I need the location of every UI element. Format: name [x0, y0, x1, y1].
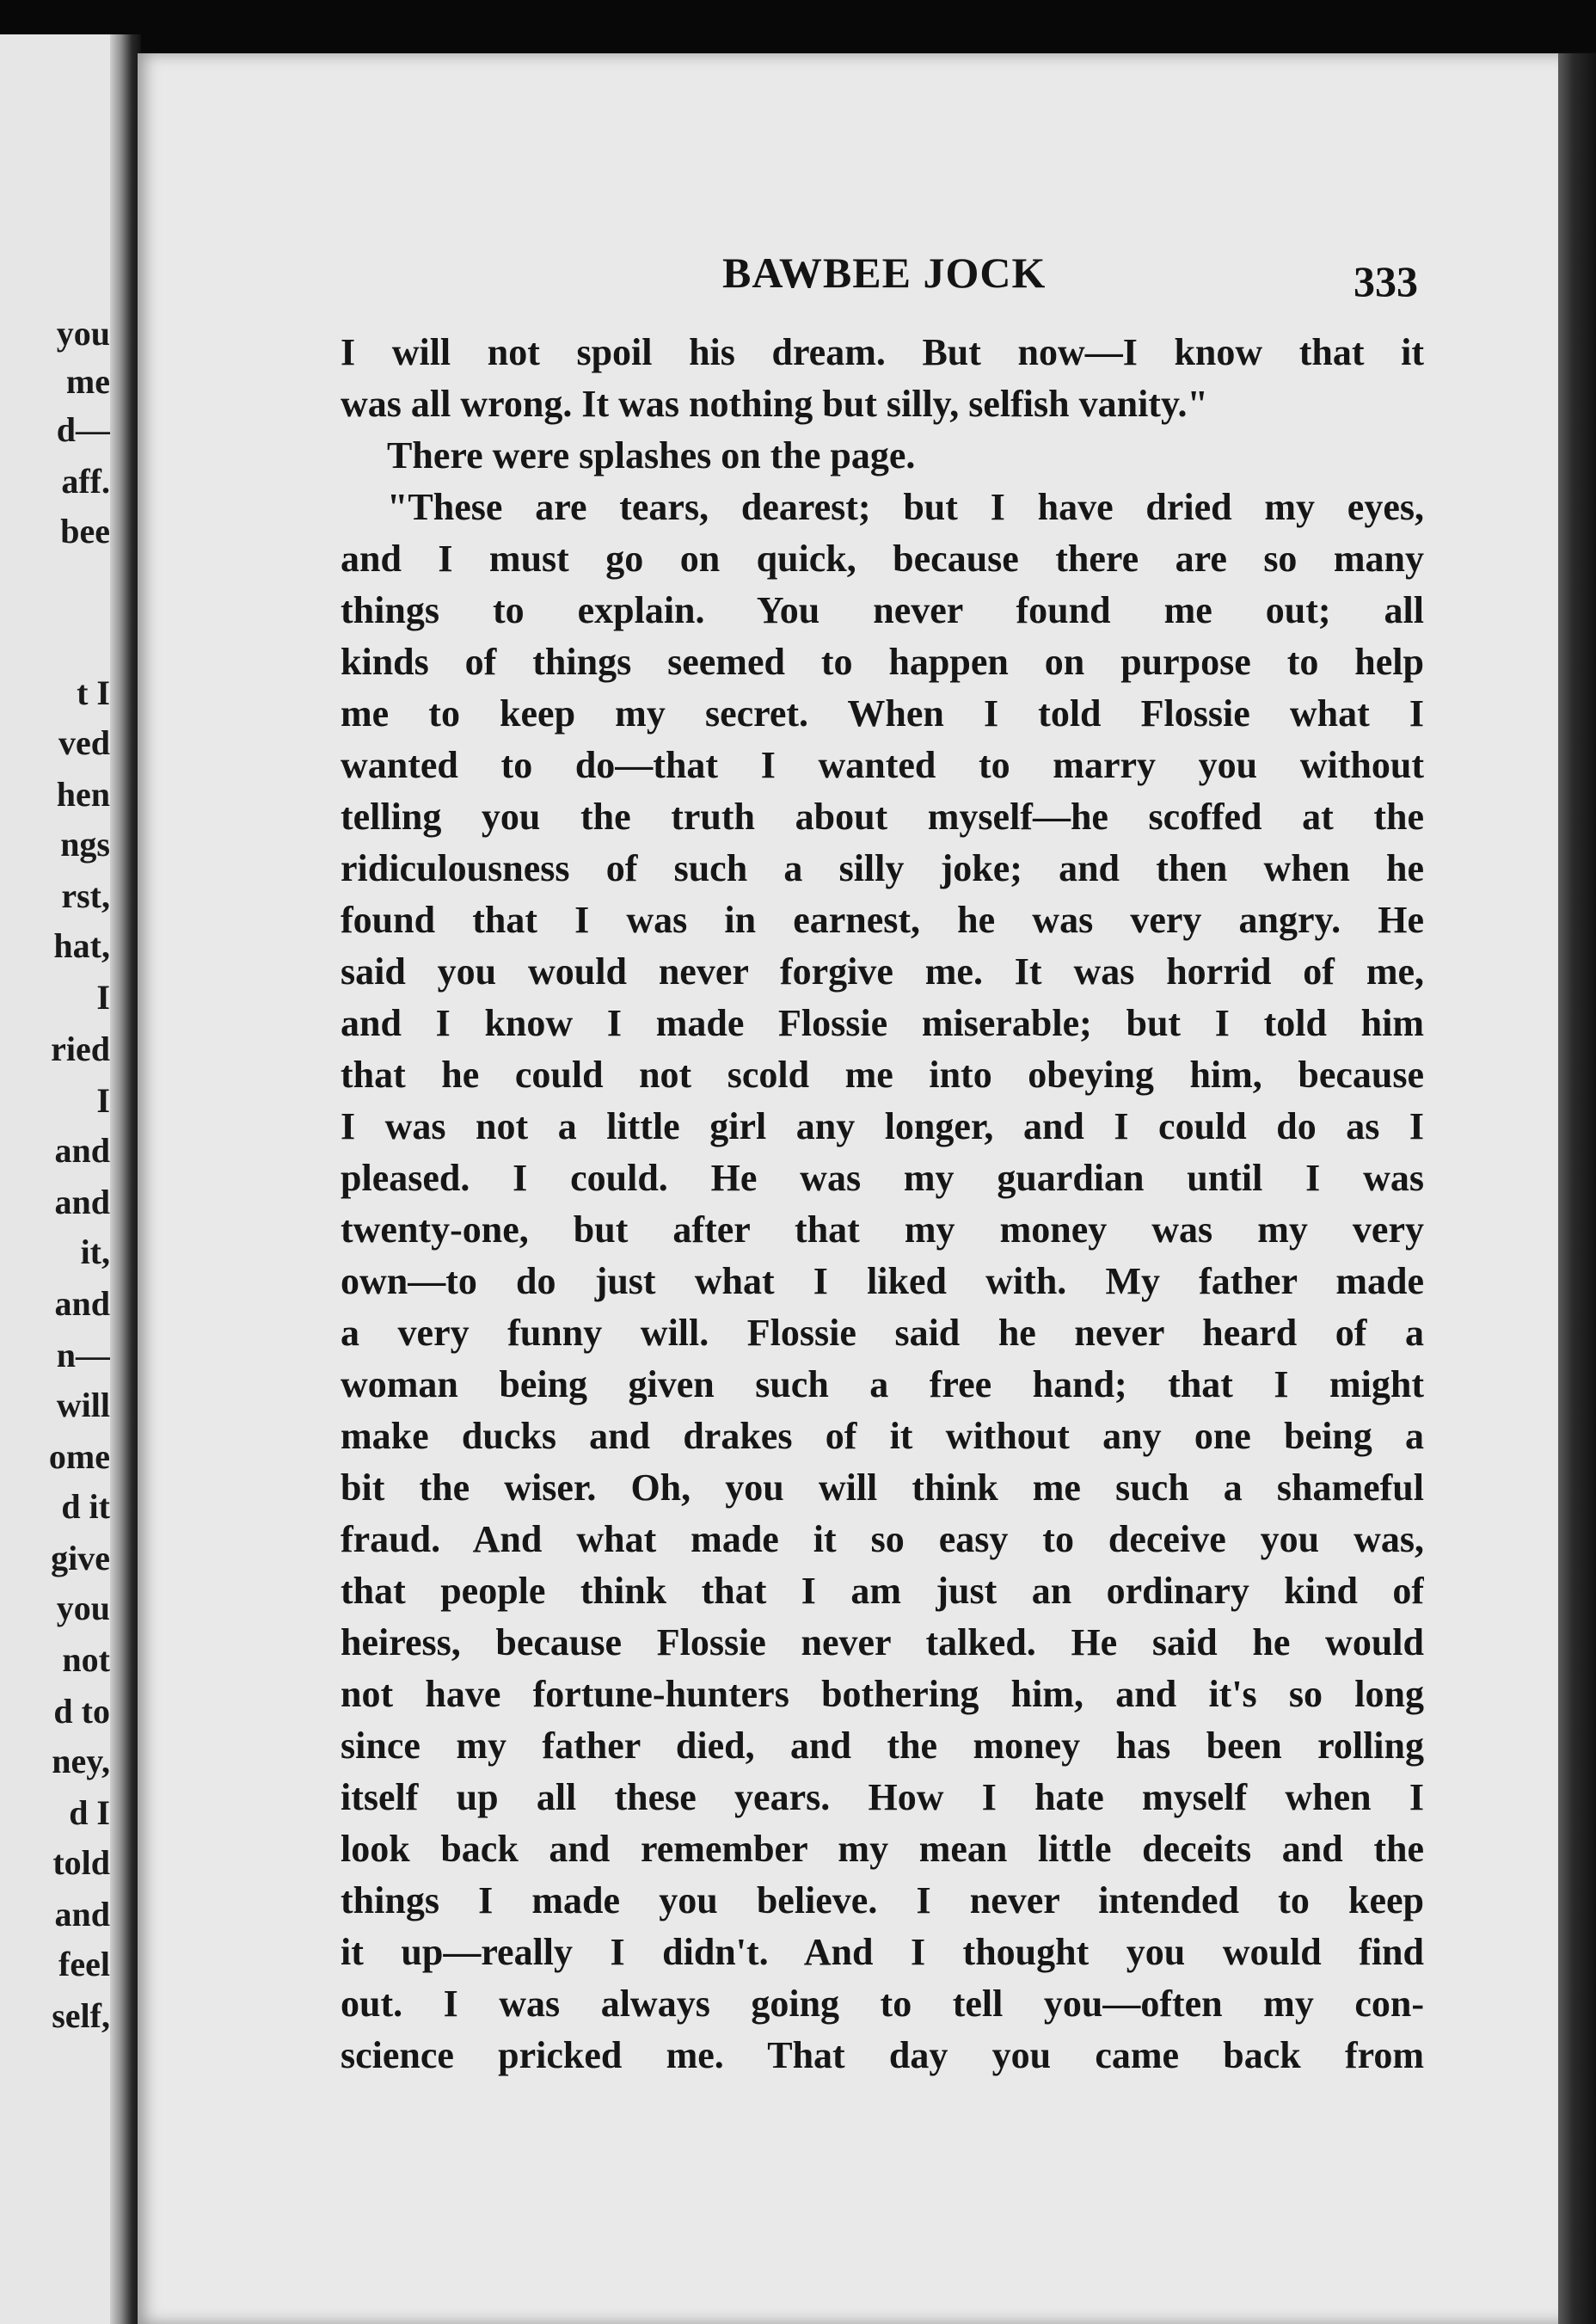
facing-page-fragment: not [62, 1640, 110, 1679]
facing-page-fragment: and [54, 1284, 110, 1323]
facing-page-fragment: hen [56, 775, 110, 814]
book-gutter [110, 34, 141, 2324]
facing-page-fragment: and [54, 1131, 110, 1170]
text-line: I will not spoil his dream. But now—I know that it [341, 331, 1424, 373]
facing-page-fragment: rst, [61, 876, 110, 915]
facing-page-left [0, 34, 117, 2324]
facing-page-fragment: ome [48, 1437, 110, 1476]
facing-page-fragment: hat, [53, 926, 110, 965]
running-head: BAWBEE JOCK [722, 249, 1047, 297]
text-line: that he could not scold me into obeying him, because [341, 1054, 1424, 1096]
text-line: not have fortune-hunters bothering him, and it's so long [341, 1673, 1424, 1715]
facing-page-fragment: and [54, 1895, 110, 1934]
facing-page-fragment: will [56, 1386, 110, 1424]
text-line: things to explain. You never found me out; all [341, 589, 1424, 631]
text-line: own—to do just what I liked with. My father made [341, 1260, 1424, 1302]
facing-page-fragment: I [96, 1081, 110, 1120]
text-line: kinds of things seemed to happen on purpose to help [341, 641, 1424, 683]
facing-page-fragment: ried [51, 1030, 110, 1068]
facing-page-fragment: and [54, 1183, 110, 1221]
facing-page-fragment: ved [58, 723, 110, 762]
text-line: found that I was in earnest, he was very angry. He [341, 899, 1424, 941]
text-line: pleased. I could. He was my guardian until I was [341, 1157, 1424, 1199]
text-line: it up—really I didn't. And I thought you would find [341, 1931, 1424, 1973]
text-line: make ducks and drakes of it without any one being a [341, 1415, 1424, 1457]
facing-page-fragment: self, [52, 1996, 110, 2035]
text-line: that people think that I am just an ordinary kind of [341, 1570, 1424, 1612]
text-line: itself up all these years. How I hate myself when I [341, 1776, 1424, 1818]
text-line: bit the wiser. Oh, you will think me such a shameful [341, 1466, 1424, 1509]
text-line: woman being given such a free hand; that I might [341, 1363, 1424, 1405]
facing-page-fragment: give [51, 1539, 110, 1577]
facing-page-fragment: bee [60, 512, 110, 550]
text-line: fraud. And what made it so easy to deceive you was, [341, 1518, 1424, 1560]
facing-page-fragment: t I [77, 673, 110, 712]
text-line: I was not a little girl any longer, and I could do as I [341, 1105, 1424, 1147]
text-line: "These are tears, dearest; but I have dried my eyes, [387, 486, 1424, 528]
facing-page-fragment: d I [69, 1793, 110, 1832]
page-number: 333 [1354, 257, 1418, 305]
text-line: heiress, because Flossie never talked. He said he would [341, 1621, 1424, 1663]
text-line: said you would never forgive me. It was horrid of me, [341, 950, 1424, 993]
facing-page-fragment: aff. [61, 462, 110, 501]
page-right-edge [1558, 53, 1596, 2324]
scan-top-border [0, 0, 1596, 52]
facing-page-fragment: you [56, 314, 110, 353]
facing-page-fragment: you [56, 1589, 110, 1627]
text-line: science pricked me. That day you came back from [341, 2034, 1424, 2076]
facing-page-fragment: told [52, 1843, 110, 1882]
text-line: a very funny will. Flossie said he never heard of a [341, 1312, 1424, 1354]
text-line: ridiculousness of such a silly joke; and then when he [341, 847, 1424, 889]
text-line: twenty-one, but after that my money was my very [341, 1208, 1424, 1251]
facing-page-fragment: it, [80, 1233, 110, 1271]
text-line: There were splashes on the page. [387, 434, 916, 476]
facing-page-fragment: ngs [60, 825, 110, 864]
facing-page-fragment: d— [56, 410, 110, 449]
facing-page-fragment: feel [58, 1945, 110, 1983]
facing-page-fragment: d to [53, 1692, 110, 1731]
text-line: wanted to do—that I wanted to marry you without [341, 744, 1424, 786]
facing-page-fragment: ney, [52, 1742, 110, 1780]
facing-page-fragment: I [96, 978, 110, 1017]
text-line: me to keep my secret. When I told Flossie what I [341, 692, 1424, 735]
text-line: telling you the truth about myself—he scoffed at the [341, 796, 1424, 838]
text-line: since my father died, and the money has been rolling [341, 1725, 1424, 1767]
text-line: look back and remember my mean little deceits and the [341, 1828, 1424, 1870]
text-line: was all wrong. It was nothing but silly, selfish vanity." [341, 383, 1208, 425]
text-line: out. I was always going to tell you—often my con- [341, 1983, 1424, 2025]
book-page [138, 53, 1565, 2324]
facing-page-fragment: d it [61, 1487, 110, 1526]
text-line: and I must go on quick, because there are so many [341, 538, 1424, 580]
facing-page-fragment: n— [56, 1336, 110, 1374]
text-line: and I know I made Flossie miserable; but I told him [341, 1002, 1424, 1044]
facing-page-fragment: me [65, 362, 110, 401]
text-line: things I made you believe. I never intended to keep [341, 1879, 1424, 1921]
